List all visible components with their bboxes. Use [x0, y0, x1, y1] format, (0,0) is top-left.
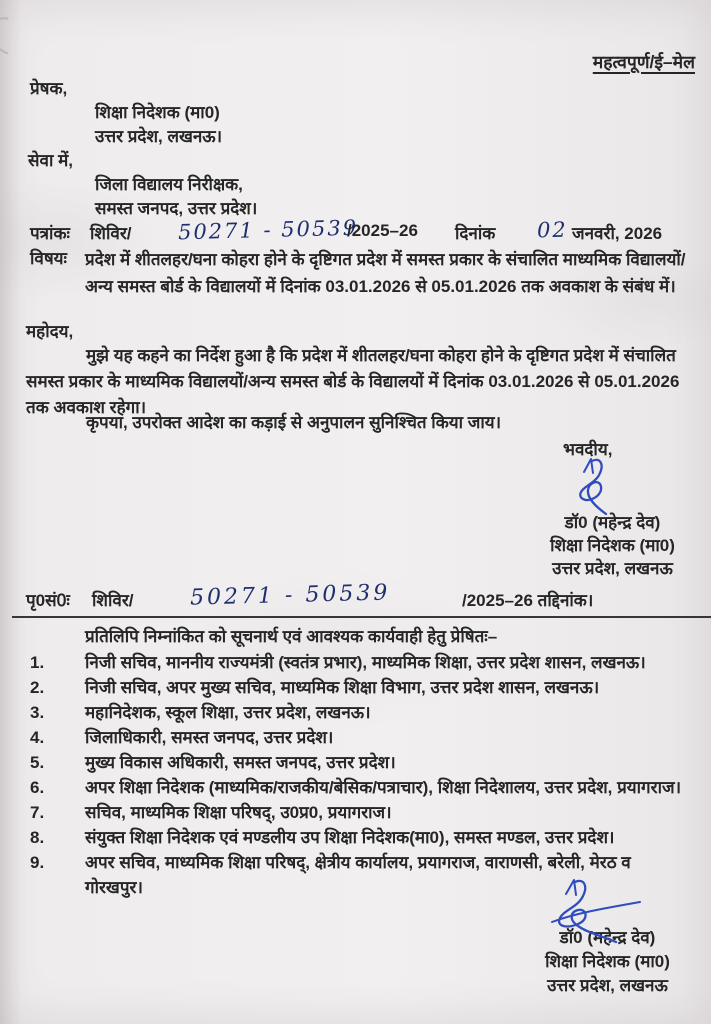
subject-text: प्रदेश में शीतलहर/घना कोहरा होने के दृष्टिगत प्रदेश में समस्त प्रकार के संचालित माध्यमिक विद्यालयों/अन्य समस्त बोर्ड के विद्यालयों में दिनांक 03.01.2026 से 05.01.2026 तक अवकाश के संबंध में। — [85, 250, 686, 296]
copy-item-number: 9. — [30, 853, 45, 872]
copy-item — [0, 700, 711, 725]
signer-place: उत्तर प्रदेश, लखनऊ — [547, 976, 668, 995]
handwritten-ref-number: 50271 - 50539 — [177, 215, 359, 245]
importance-tag: महत्वपूर्ण/ई–मेल — [592, 52, 695, 72]
body-paragraph: मुझे यह कहने का निर्देश हुआ है कि प्रदेश में शीतलहर/घना कोहरा होने के दृष्टिगत प्रदेश में संचालित समस्त प्रकार के माध्यमिक विद्यालयों/अन्य समस्त बोर्ड के विद्यालयों में दिनांक 03.01.2026 से 05.01.2026 तक अवकाश रहेगा। — [26, 346, 680, 417]
copy-item-number: 5. — [30, 753, 45, 772]
ps-row — [0, 580, 711, 618]
valediction: भवदीय, — [563, 440, 613, 459]
copy-item-text: निजी सचिव, माननीय राज्यमंत्री (स्वतंत्र प्रभार), माध्यमिक शिक्षा, उत्तर प्रदेश शासन, लखनऊ। — [85, 653, 646, 672]
copy-item — [0, 775, 711, 800]
copy-item — [0, 725, 711, 750]
recipient-label: सेवा में, — [28, 151, 73, 170]
copy-item — [0, 825, 711, 850]
recipient-line-2: समस्त जनपद, उत्तर प्रदेश। — [95, 199, 258, 218]
copy-item-text: संयुक्त शिक्षा निदेशक एवं मण्डलीय उप शिक्षा निदेशक(मा0), समस्त मण्डल, उत्तर प्रदेश। — [85, 828, 615, 847]
copy-item-text: अपर सचिव, माध्यमिक शिक्षा परिषद्, क्षेत्रीय कार्यालय, प्रयागराज, वाराणसी, बरेली, मेरठ व गोरखपुर। — [85, 853, 631, 897]
copy-item-number: 4. — [30, 728, 45, 747]
copy-item-number: 7. — [30, 803, 45, 822]
ref-date-text: जनवरी, 2026 — [572, 224, 663, 243]
ref-label: पत्रांकः — [30, 224, 70, 243]
signature-icon — [536, 876, 646, 948]
copy-item — [0, 750, 711, 775]
copy-list — [0, 650, 711, 900]
divider-rule — [12, 616, 711, 618]
ref-date-label: दिनांक — [455, 224, 496, 243]
scan-artifact — [0, 10, 33, 61]
copy-item-text: निजी सचिव, अपर मुख्य सचिव, माध्यमिक शिक्षा विभाग, उत्तर प्रदेश शासन, लखनऊ। — [85, 678, 600, 697]
signer-name: डॉ0 (महेन्द्र देव) — [559, 928, 656, 947]
ref-year: /2025–26 — [347, 221, 418, 240]
copy-item — [0, 675, 711, 700]
copy-item-text: सचिव, माध्यमिक शिक्षा परिषद्, उ0प्र0, प्रयागराज। — [85, 803, 392, 822]
copy-item-number: 3. — [30, 703, 45, 722]
copy-item-text: जिलाधिकारी, समस्त जनपद, उत्तर प्रदेश। — [85, 728, 334, 747]
copy-item-text: अपर शिक्षा निदेशक (माध्यमिक/राजकीय/बेसिक/पत्राचार), शिक्षा निदेशालय, उत्तर प्रदेश, प्रयागराज। — [85, 778, 682, 797]
copy-item-number: 1. — [30, 653, 45, 672]
copy-item-number: 2. — [30, 678, 45, 697]
sender-label: प्रेषक, — [30, 79, 68, 98]
copy-item-text: मुख्य विकास अधिकारी, समस्त जनपद, उत्तर प्रदेश। — [85, 753, 396, 772]
copy-heading: प्रतिलिपि निम्नांकित को सूचनार्थ एवं आवश्यक कार्यवाही हेतु प्रेषितः– — [85, 627, 498, 646]
subject-label: विषयः — [30, 249, 67, 268]
sender-line-2: उत्तर प्रदेश, लखनऊ। — [95, 127, 223, 146]
recipient-line-1: जिला विद्यालय निरीक्षक, — [95, 175, 243, 194]
signer-place: उत्तर प्रदेश, लखनऊ — [552, 559, 673, 578]
copy-item — [0, 650, 711, 675]
signer-title: शिक्षा निदेशक (मा0) — [550, 536, 675, 555]
closing-paragraph: कृपया, उपरोक्त आदेश का कड़ाई से अनुपालन सुनिश्चित किया जाय। — [86, 413, 502, 432]
salutation: महोदय, — [26, 322, 74, 341]
signature-icon — [556, 456, 628, 516]
ps-prefix: शिविर/ — [92, 591, 134, 610]
copy-item — [0, 800, 711, 825]
signer-title: शिक्षा निदेशक (मा0) — [545, 952, 670, 971]
signer-name: डॉ0 (महेन्द्र देव) — [564, 513, 661, 532]
copy-item-number: 6. — [30, 778, 45, 797]
ps-suffix: /2025–26 तद्दिनांक। — [462, 591, 594, 610]
handwritten-ps-number: 50271 - 50539 — [189, 580, 391, 611]
copy-item-text: महानिदेशक, स्कूल शिक्षा, उत्तर प्रदेश, लखनऊ। — [85, 703, 371, 722]
ref-prefix: शिविर/ — [90, 224, 132, 243]
signer-block-1 — [520, 511, 705, 580]
sender-line-1: शिक्षा निदेशक (मा0) — [95, 103, 220, 122]
copy-item-number: 8. — [30, 828, 45, 847]
ps-label: पृ0सं0ः — [26, 591, 70, 610]
handwritten-date-day: 02 — [536, 217, 569, 243]
